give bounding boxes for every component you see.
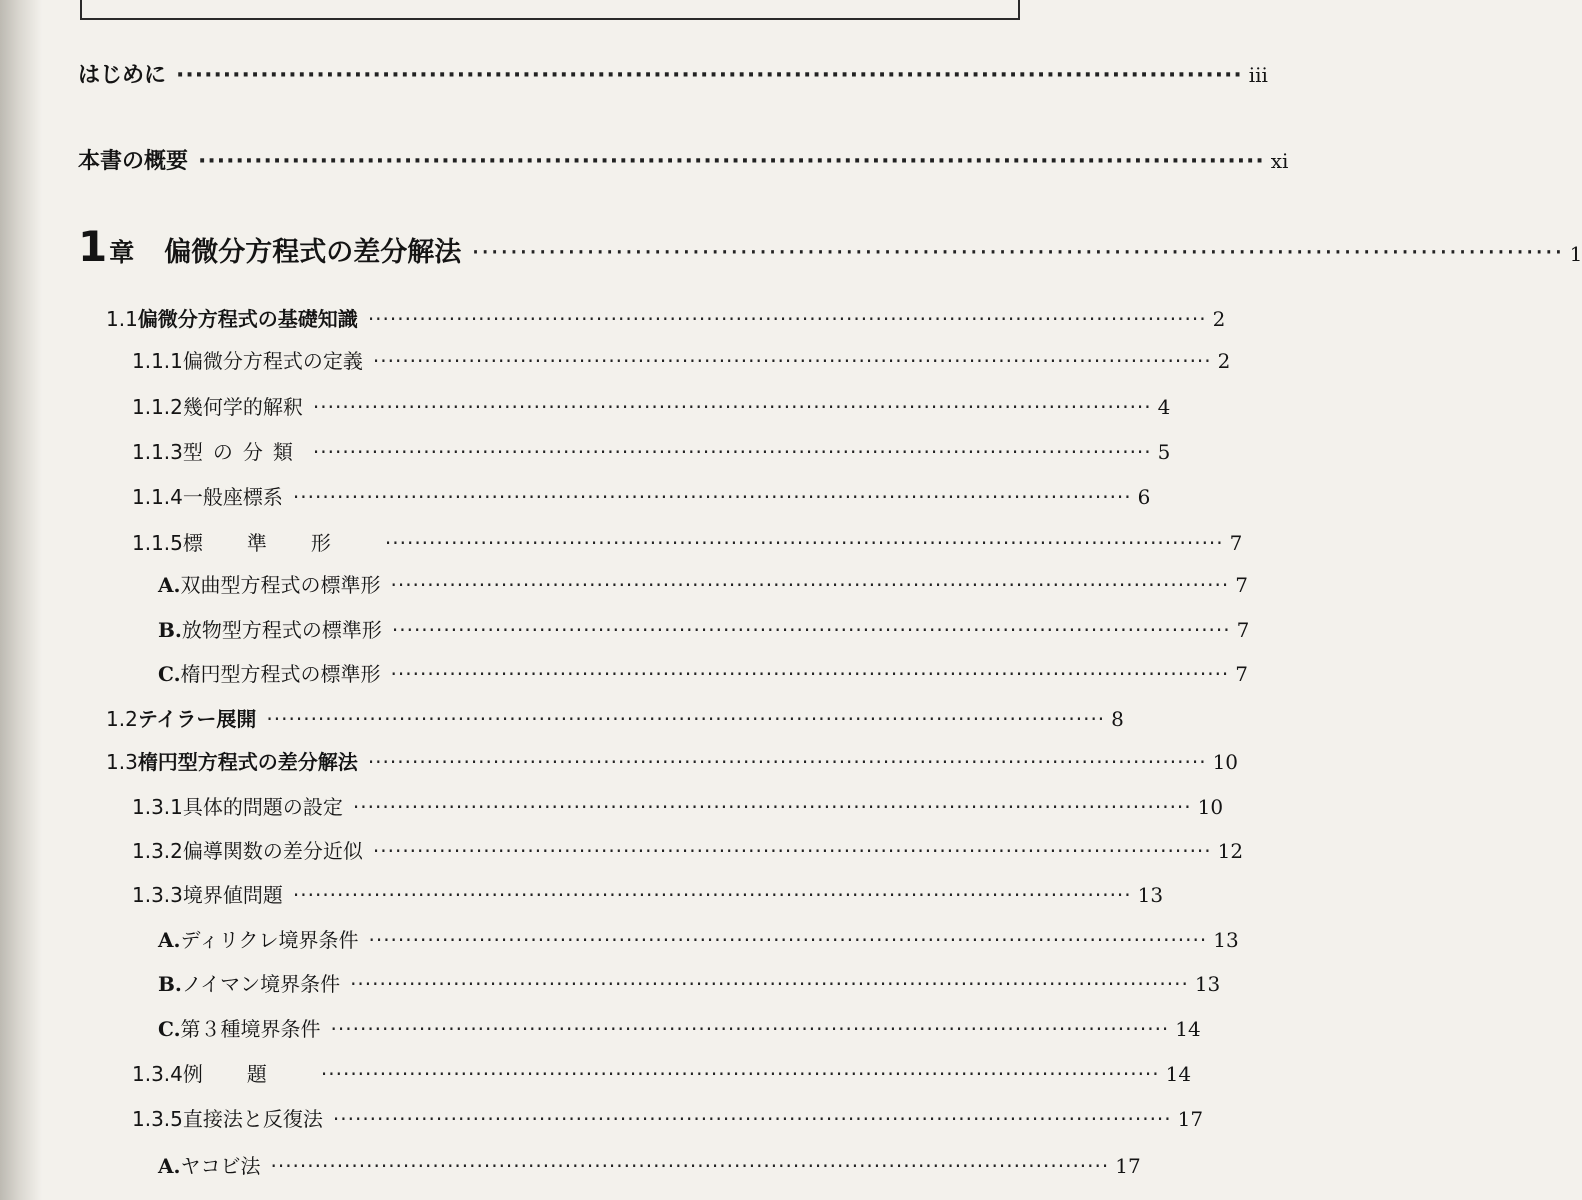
leader-dots: ·················································································································· bbox=[384, 531, 1224, 555]
toc-number: 1.3.5 bbox=[132, 1107, 183, 1131]
toc-subsection[interactable] bbox=[132, 527, 1243, 556]
leader-dots: ·················································································································· bbox=[390, 662, 1230, 686]
chapter-number-label bbox=[78, 222, 134, 271]
toc-page-number: 10 bbox=[1197, 795, 1224, 819]
toc-chapter-heading[interactable] bbox=[78, 222, 1582, 271]
leader-dots: ·················································································································· bbox=[471, 237, 1564, 268]
toc-page-number: 2 bbox=[1217, 349, 1231, 373]
toc-item[interactable] bbox=[158, 1150, 1141, 1179]
toc-page-number: 7 bbox=[1235, 573, 1248, 597]
toc-number: B. bbox=[158, 618, 182, 642]
toc-title: 楕円型方程式の標準形 bbox=[180, 662, 381, 686]
leader-dots: ·················································································································· bbox=[320, 1062, 1160, 1086]
toc-subsection[interactable] bbox=[132, 1103, 1204, 1132]
toc-title: ノイマン境界条件 bbox=[181, 972, 341, 996]
toc-entry-front[interactable] bbox=[78, 144, 1289, 175]
leader-dots: ·················································································································· bbox=[312, 395, 1152, 419]
leader-dots: ·················································································································· bbox=[372, 349, 1212, 373]
toc-title: 偏微分方程式の定義 bbox=[182, 349, 363, 373]
leader-dots: ·················································································································· bbox=[367, 750, 1207, 774]
toc-number: 1.1.2 bbox=[132, 395, 183, 419]
toc-title: 具体的問題の設定 bbox=[182, 795, 343, 819]
toc-title: ヤコビ法 bbox=[180, 1154, 261, 1178]
toc-item[interactable] bbox=[158, 569, 1248, 598]
toc-entry-front[interactable] bbox=[78, 58, 1268, 89]
toc-item[interactable] bbox=[158, 924, 1239, 953]
toc-title: 本書の概要 bbox=[78, 149, 189, 174]
toc-number: 1.3.2 bbox=[132, 839, 183, 863]
toc-page-number: 14 bbox=[1175, 1017, 1201, 1041]
toc-subsection[interactable] bbox=[132, 879, 1164, 908]
leader-dots: ·················································································································· bbox=[350, 972, 1189, 996]
toc-title: テイラー展開 bbox=[137, 707, 257, 731]
leader-dots: ·················································································································· bbox=[368, 928, 1208, 952]
toc-number: 1.3.4 bbox=[132, 1062, 183, 1086]
leader-dots: ·················································································································· bbox=[292, 485, 1132, 509]
leader-dots: ·················································································································· bbox=[390, 573, 1230, 597]
page-gutter-shadow bbox=[0, 0, 42, 1200]
toc-subsection[interactable] bbox=[132, 391, 1171, 420]
toc-title: 直接法と反復法 bbox=[182, 1107, 323, 1131]
toc-page-number: 1 bbox=[1569, 242, 1582, 266]
chapter-title: 偏微分方程式の差分解法 bbox=[164, 237, 462, 268]
toc-subsection[interactable] bbox=[132, 791, 1224, 820]
toc-number: C. bbox=[158, 662, 181, 686]
leader-dots: ·················································································································· bbox=[270, 1154, 1110, 1178]
toc-number: B. bbox=[158, 972, 182, 996]
toc-page-number: 5 bbox=[1157, 440, 1171, 464]
toc-number: 1.1 bbox=[106, 307, 138, 331]
toc-page-number: 17 bbox=[1177, 1107, 1204, 1131]
toc-page-number: 13 bbox=[1137, 883, 1164, 907]
toc-number: A. bbox=[158, 928, 181, 952]
toc-page-number: 17 bbox=[1115, 1154, 1141, 1178]
toc-title: ディリクレ境界条件 bbox=[180, 928, 359, 952]
toc-subsection[interactable] bbox=[132, 835, 1244, 864]
toc-item[interactable] bbox=[158, 658, 1249, 687]
toc-number: C. bbox=[158, 1017, 181, 1041]
toc-page-number: 2 bbox=[1212, 307, 1226, 331]
leader-dots: ·················································································································· bbox=[176, 63, 1243, 88]
leader-dots: ·················································································································· bbox=[372, 839, 1212, 863]
toc-section[interactable] bbox=[106, 703, 1124, 732]
toc-title: 第３種境界条件 bbox=[180, 1017, 321, 1041]
leader-dots: ·················································································································· bbox=[367, 307, 1207, 331]
toc-subsection[interactable] bbox=[132, 1058, 1192, 1087]
toc-item[interactable] bbox=[158, 968, 1221, 997]
toc-title: 一般座標系 bbox=[182, 485, 283, 509]
toc-number: A. bbox=[158, 573, 181, 597]
leader-dots: ·················································································································· bbox=[312, 440, 1152, 464]
leader-dots: ·················································································································· bbox=[330, 1017, 1170, 1041]
toc-number: 1.1.5 bbox=[132, 531, 183, 555]
toc-title: 境界値問題 bbox=[182, 883, 283, 907]
leader-dots: ·················································································································· bbox=[332, 1107, 1172, 1131]
chapter-number: 1 bbox=[78, 222, 108, 271]
toc-number: 1.3.1 bbox=[132, 795, 183, 819]
toc-page-number: 14 bbox=[1165, 1062, 1192, 1086]
top-frame-line bbox=[80, 0, 1020, 20]
toc-page-number: xi bbox=[1270, 149, 1289, 173]
toc-subsection[interactable] bbox=[132, 481, 1151, 510]
leader-dots: ·················································································································· bbox=[266, 707, 1106, 731]
toc-number: 1.1.4 bbox=[132, 485, 183, 509]
toc-title: 型の分類 bbox=[182, 440, 303, 464]
toc-subsection[interactable] bbox=[132, 345, 1231, 374]
toc-item[interactable] bbox=[158, 1013, 1201, 1042]
toc-number: 1.3 bbox=[106, 750, 138, 774]
toc-section[interactable] bbox=[106, 303, 1226, 332]
leader-dots: ·················································································································· bbox=[198, 149, 1265, 174]
toc-page-number: 7 bbox=[1236, 618, 1250, 642]
toc-title: 標準形 bbox=[182, 531, 375, 555]
toc-page-number: 4 bbox=[1157, 395, 1171, 419]
toc-page-number: 13 bbox=[1194, 972, 1221, 996]
toc-page-number: 10 bbox=[1212, 750, 1239, 774]
toc-title: 双曲型方程式の標準形 bbox=[180, 573, 381, 597]
toc-title: 放物型方程式の標準形 bbox=[181, 618, 382, 642]
toc-page-number: 6 bbox=[1137, 485, 1151, 509]
toc-number: 1.3.3 bbox=[132, 883, 183, 907]
toc-section[interactable] bbox=[106, 746, 1239, 775]
toc-subsection[interactable] bbox=[132, 436, 1171, 465]
toc-title: 偏導関数の差分近似 bbox=[182, 839, 363, 863]
toc-title: 例題 bbox=[182, 1062, 311, 1086]
leader-dots: ·················································································································· bbox=[391, 618, 1231, 642]
toc-page-number: 7 bbox=[1235, 662, 1249, 686]
toc-title: はじめに bbox=[78, 63, 167, 88]
toc-number: A. bbox=[158, 1154, 181, 1178]
leader-dots: ·················································································································· bbox=[292, 883, 1132, 907]
toc-page-number: 7 bbox=[1229, 531, 1243, 555]
toc-item[interactable] bbox=[158, 614, 1250, 643]
leader-dots: ·················································································································· bbox=[352, 795, 1192, 819]
toc-page-number: 12 bbox=[1217, 839, 1244, 863]
toc-number: 1.2 bbox=[106, 707, 138, 731]
toc-page-number: 13 bbox=[1213, 928, 1239, 952]
toc-page-number: 8 bbox=[1111, 707, 1124, 731]
toc-title: 幾何学的解釈 bbox=[182, 395, 303, 419]
toc-number: 1.1.3 bbox=[132, 440, 183, 464]
chapter-label: 章 bbox=[109, 238, 135, 267]
toc-number: 1.1.1 bbox=[132, 349, 183, 373]
toc-title: 偏微分方程式の基礎知識 bbox=[137, 307, 358, 331]
toc-title: 楕円型方程式の差分解法 bbox=[137, 750, 358, 774]
toc-page-number: iii bbox=[1248, 63, 1268, 87]
